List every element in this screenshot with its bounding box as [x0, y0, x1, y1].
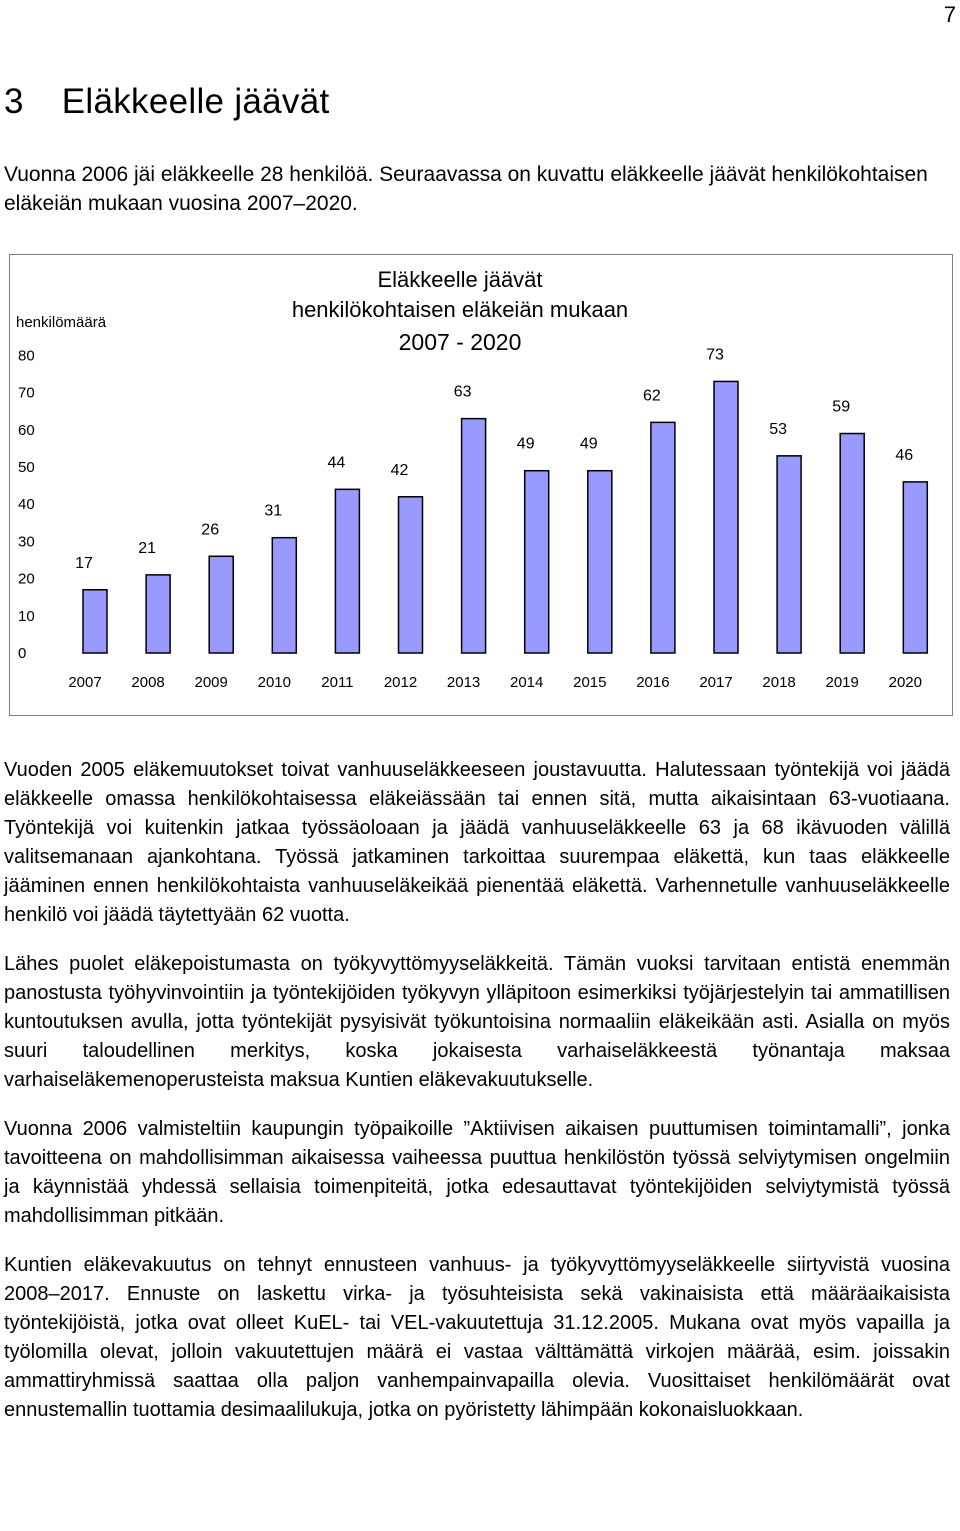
x-tick-label: 2011	[321, 674, 354, 691]
paragraph-forecast: Kuntien eläkevakuutus on tehnyt ennusteen vanhuus- ja työkyvyttömyyseläkkeelle siirtyvistä vuosina 2008–2017. Ennuste on laskettu virka- ja työsuhteisista sekä vakinaisista että määräaikaisista työntekijöistä, jotka ovat olleet KuEL- tai VEL-vakuutettuja 31.12.2005. Mukana ovat myös vapailla ja työlomilla olevat, jolloin vakuutettujen määrä ei vastaa välttämättä virkojen määrää, esim. joissakin ammattiryhmissä saattaa olla paljon vanhempainvapailla olevia. Vuosittaiset henkilömäärät ovat ennustemallin tuottamia desimaalilukuja, jotka on pyöristetty lähimpään kokonaisluokkaan.	[4, 1254, 950, 1421]
paragraph-pension-flexibility: Vuoden 2005 eläkemuutokset toivat vanhuuseläkkeeseen joustavuutta. Halutessaan työntekijä voi jäädä eläkkeelle omassa henkilökohtaisessa eläkeiässään tai ennen sitä, mutta aikaisintaan 63-vuotiaana. Työntekijä voi kuitenkin jatkaa työssäoloaan ja jäädä vanhuuseläkkeelle 63 ja 68 ikävuoden välillä valitsemanaan ajankohtana. Työssä jatkaminen tarkoittaa suurempaa eläkettä, kun taas eläkkeelle jääminen ennen henkilökohtaista vanhuuseläkeikää pienentää eläkettä. Varhennetulle vanhuuseläkkeelle henkilö voi jäädä täytettyään 62 vuotta.	[4, 759, 950, 926]
bar	[651, 422, 675, 653]
x-tick-label: 2016	[636, 674, 670, 691]
bar	[83, 590, 107, 653]
bar	[146, 575, 170, 653]
chart-title-line: Eläkkeelle jäävät	[377, 267, 543, 292]
x-tick-label: 2018	[762, 674, 796, 691]
bar-value-label: 44	[327, 454, 346, 472]
bar	[399, 497, 423, 653]
x-tick-label: 2009	[194, 674, 228, 691]
intro-paragraph: Vuonna 2006 jäi eläkkeelle 28 henkilöä. Seuraavassa on kuvattu eläkkeelle jäävät henkilökohtaisen eläkeiän mukaan vuosina 2007–2020.	[4, 163, 928, 215]
bar	[588, 471, 612, 653]
x-tick-label: 2012	[383, 674, 418, 691]
y-tick-label: 60	[18, 421, 35, 439]
bar	[335, 489, 359, 653]
x-tick-label: 2007	[68, 674, 102, 691]
y-tick-label: 20	[18, 570, 35, 588]
bar-value-label: 46	[895, 446, 914, 464]
bar	[462, 419, 486, 653]
bar-value-label: 62	[643, 387, 661, 405]
section-title: Eläkkeelle jäävät	[61, 82, 330, 121]
y-tick-label: 40	[18, 496, 35, 514]
bar-value-label: 31	[264, 502, 283, 520]
chart-frame	[9, 254, 953, 716]
paragraph-disability-pensions: Lähes puolet eläkepoistumasta on työkyvyttömyyseläkkeitä. Tämän vuoksi tarvitaan entistä enemmän panostusta työhyvinvointiin ja työntekijöiden työkyvyn ylläpitoon esimerkiksi työjärjestelyin tai ammatillisen kuntoutuksen avulla, jotta työntekijät pysyisivät työkuntoisina normaaliin eläkeikään asti. Asialla on myös suuri taloudellinen merkitys, koska jokaisesta varhaiseläkkeestä työnantaja maksaa varhaiseläkemenoperusteista maksua Kuntien eläkevakuutukselle.	[4, 953, 950, 1091]
bar	[714, 381, 738, 653]
body-text	[4, 756, 950, 1445]
bar-value-label: 53	[769, 420, 787, 438]
bar-value-label: 49	[579, 435, 598, 453]
x-tick-label: 2008	[131, 674, 165, 691]
bar-value-label: 42	[390, 461, 409, 479]
bar	[525, 471, 549, 653]
bar-value-label: 21	[138, 539, 156, 557]
x-tick-label: 2015	[573, 674, 607, 691]
bar	[777, 456, 801, 653]
x-tick-label: 2019	[825, 674, 859, 691]
y-tick-label: 80	[18, 347, 35, 365]
section-number: 3	[4, 82, 24, 121]
y-tick-label: 70	[18, 384, 35, 402]
bar-value-label: 73	[706, 346, 724, 364]
bar-value-label: 26	[201, 521, 220, 539]
y-tick-label: 50	[18, 459, 35, 476]
y-tick-label: 0	[18, 645, 27, 662]
bar-value-label: 59	[832, 398, 851, 416]
bar-value-label: 63	[453, 383, 472, 401]
bar-chart	[10, 255, 952, 715]
y-axis-label: henkilömäärä	[16, 314, 107, 331]
page-number: 7	[943, 2, 956, 27]
bar	[272, 538, 296, 653]
x-tick-label: 2017	[699, 674, 733, 691]
x-tick-label: 2014	[510, 674, 544, 691]
section-heading	[4, 82, 330, 122]
bar	[903, 482, 927, 653]
chart-title-line: henkilökohtaisen eläkeiän mukaan	[291, 297, 629, 322]
y-tick-label: 30	[18, 533, 35, 551]
bar	[840, 434, 864, 653]
x-tick-label: 2020	[888, 674, 922, 691]
chart-title-line: 2007 - 2020	[398, 329, 522, 355]
bar	[209, 556, 233, 653]
y-tick-label: 10	[18, 607, 35, 625]
bar-value-label: 49	[516, 435, 535, 453]
paragraph-early-intervention: Vuonna 2006 valmisteltiin kaupungin työpaikoille ”Aktiivisen aikaisen puuttumisen toimintamalli”, jonka tavoitteena on mahdollisimman aikaisessa vaiheessa puuttua henkilöstön työssä selviytymisen ongelmiin ja käynnistää yhdessä sellaisia toimenpiteitä, jotka edesauttavat työntekijöiden selviytymistä työssä mahdollisimman pitkään.	[4, 1118, 950, 1227]
x-tick-label: 2010	[257, 674, 291, 691]
x-tick-label: 2013	[446, 674, 481, 691]
bar-value-label: 17	[75, 554, 93, 572]
